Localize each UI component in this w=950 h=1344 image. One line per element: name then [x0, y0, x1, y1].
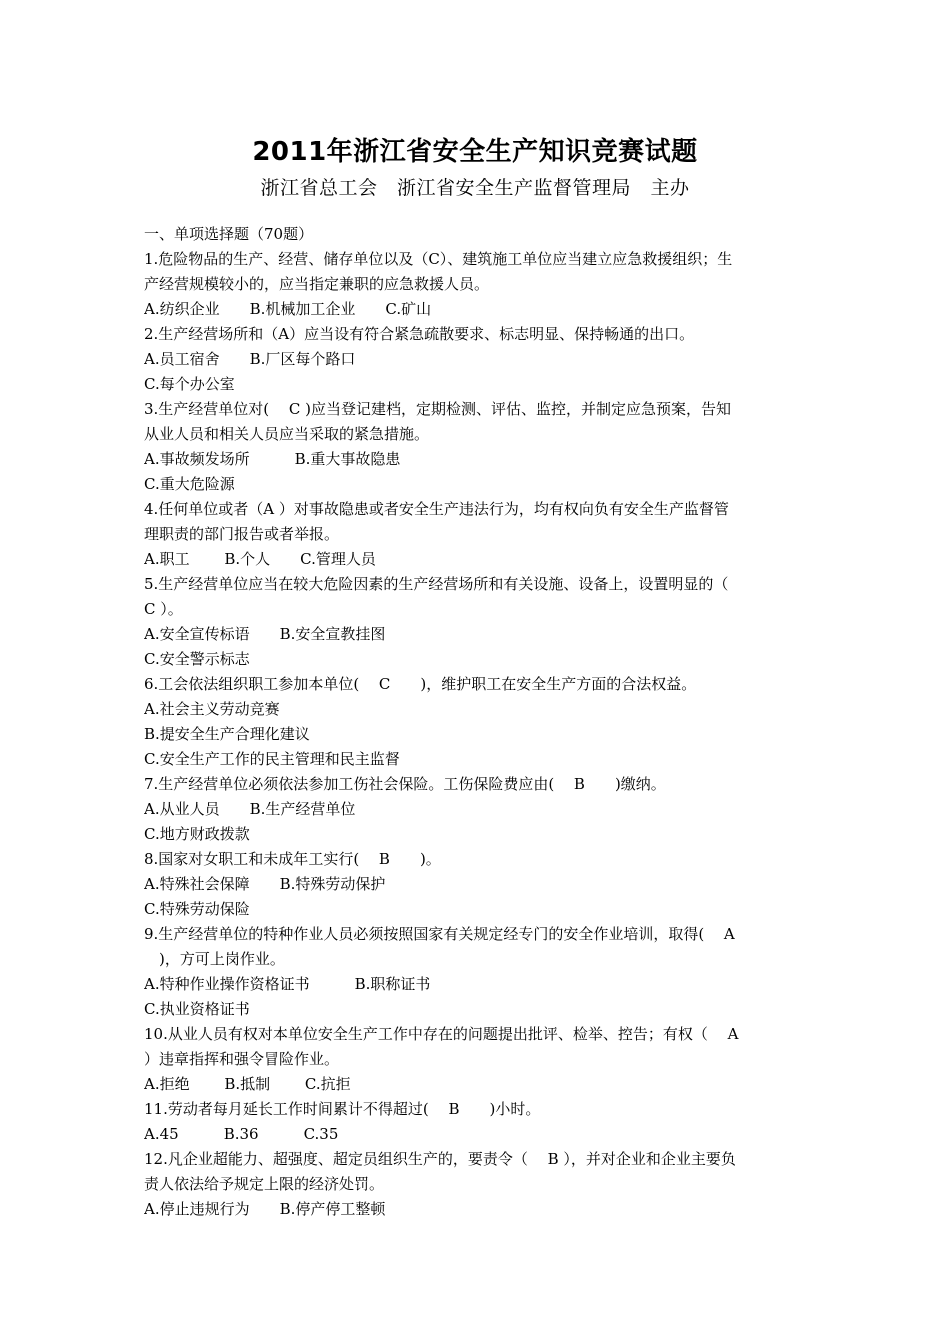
question-text-line: 2.生产经营场所和（A）应当设有符合紧急疏散要求、标志明显、保持畅通的出口。 — [144, 325, 695, 343]
question-text-line: C.重大危险源 — [144, 475, 235, 493]
question-text-line: A.特种作业操作资格证书 B.职称证书 — [144, 975, 431, 993]
question-text-line: 1.危险物品的生产、经营、储存单位以及（C）、建筑施工单位应当建立应急救援组织；生 — [144, 250, 733, 268]
document-subtitle: 浙江省总工会 浙江省安全生产监督管理局 主办 — [260, 177, 690, 199]
question-text-line: A.拒绝 B.抵制 C.抗拒 — [144, 1075, 351, 1093]
question-text-line: 10.从业人员有权对本单位安全生产工作中存在的问题提出批评、检举、控告；有权（ A — [144, 1025, 739, 1043]
question-list — [144, 222, 810, 1222]
question-text-line: C.执业资格证书 — [144, 1000, 250, 1018]
question-text-line: 理职责的部门报告或者举报。 — [144, 525, 340, 543]
question-text-line: 5.生产经营单位应当在较大危险因素的生产经营场所和有关设施、设备上，设置明显的（ — [144, 575, 729, 593]
question-text-line: )，方可上岗作业。 — [144, 950, 285, 968]
question-text-line: C ）。 — [144, 600, 183, 618]
question-text-line: 9.生产经营单位的特种作业人员必须按照国家有关规定经专门的安全作业培训，取得( A — [144, 925, 735, 943]
section-heading: 一、单项选择题（70题） — [144, 225, 314, 243]
question-text-line: A.停止违规行为 B.停产停工整顿 — [144, 1200, 386, 1218]
question-text-line: 12.凡企业超能力、超强度、超定员组织生产的，要责令（ B ），并对企业和企业主要负 — [144, 1150, 736, 1168]
question-text-line: A.从业人员 B.生产经营单位 — [144, 800, 356, 818]
document-title: 2011年浙江省安全生产知识竞赛试题 — [252, 137, 698, 167]
question-text-line: B.提安全生产合理化建议 — [144, 725, 310, 743]
question-text-line: A.安全宣传标语 B.安全宣教挂图 — [144, 625, 386, 643]
question-text-line: C.每个办公室 — [144, 375, 235, 393]
question-text-line: A.职工 B.个人 C.管理人员 — [144, 550, 376, 568]
question-text-line: C.特殊劳动保险 — [144, 900, 250, 918]
question-text-line: 4.任何单位或者（A ）对事故隐患或者安全生产违法行为，均有权向负有安全生产监督管 — [144, 500, 729, 518]
question-text-line: 7.生产经营单位必须依法参加工伤社会保险。工伤保险费应由( B )缴纳。 — [144, 775, 666, 793]
question-text-line: 从业人员和相关人员应当采取的紧急措施。 — [144, 425, 430, 443]
question-text-line: A.社会主义劳动竞赛 — [144, 700, 280, 718]
question-text-line: 11.劳动者每月延长工作时间累计不得超过( B )小时。 — [144, 1100, 541, 1118]
question-text-line: C.安全生产工作的民主管理和民主监督 — [144, 750, 400, 768]
question-text-line: A.员工宿舍 B.厂区每个路口 — [144, 350, 356, 368]
question-text-line: A.特殊社会保障 B.特殊劳动保护 — [144, 875, 386, 893]
question-text-line: 8.国家对女职工和未成年工实行( B )。 — [144, 850, 441, 868]
question-text-line: 产经营规模较小的，应当指定兼职的应急救援人员。 — [144, 275, 490, 293]
question-text-line: 6.工会依法组织职工参加本单位( C )，维护职工在安全生产方面的合法权益。 — [144, 675, 697, 693]
question-text-line: 责人依法给予规定上限的经济处罚。 — [144, 1175, 385, 1193]
question-text-line: A.事故频发场所 B.重大事故隐患 — [144, 450, 401, 468]
question-text-line: A.45 B.36 C.35 — [144, 1125, 339, 1143]
question-text-line: ）违章指挥和强令冒险作业。 — [144, 1050, 340, 1068]
question-text-line: C.地方财政拨款 — [144, 825, 250, 843]
question-text-line: A.纺织企业 B.机械加工企业 C.矿山 — [144, 300, 432, 318]
question-text-line: 3.生产经营单位对( C )应当登记建档，定期检测、评估、监控，并制定应急预案，告知 — [144, 400, 732, 418]
question-text-line: C.安全警示标志 — [144, 650, 250, 668]
